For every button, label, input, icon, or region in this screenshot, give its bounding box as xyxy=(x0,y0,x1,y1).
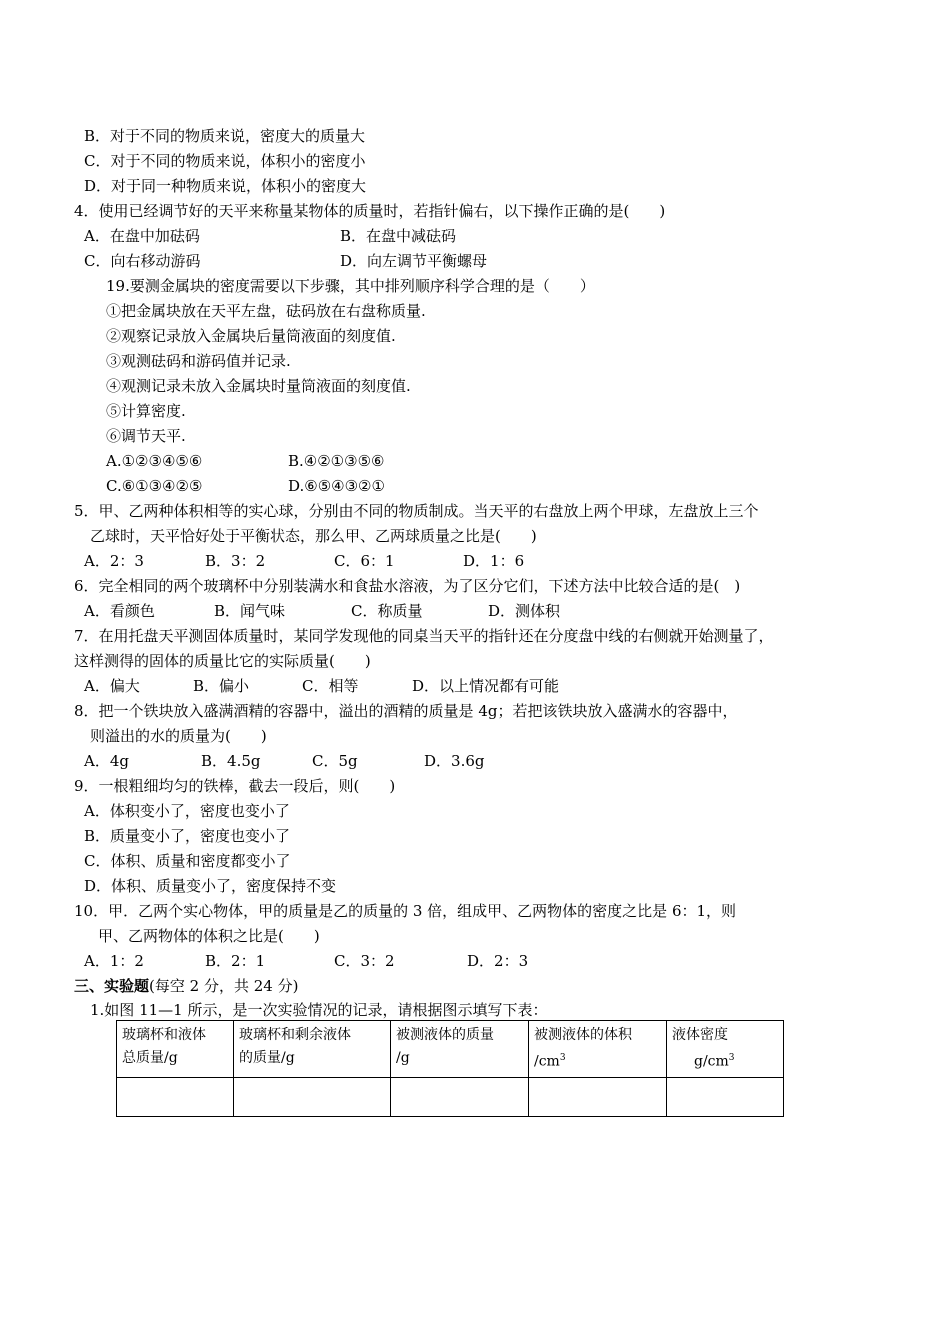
q5-stem-line-1: 5．甲、乙两种体积相等的实心球，分别由不同的物质制成。当天平的右盘放上两个甲球，左盘放上三个 xyxy=(74,502,759,520)
q9-option-b: B．质量变小了，密度也变小了 xyxy=(84,827,291,845)
header-cell-total-mass xyxy=(117,1021,234,1078)
q8-option-d: D．3.6g xyxy=(424,752,485,770)
q5-option-c: C．6：1 xyxy=(334,552,395,570)
header-cell-liquid-volume xyxy=(529,1021,667,1078)
header-line: 总质量/g xyxy=(122,1050,178,1066)
q6-stem: 6．完全相同的两个玻璃杯中分别装满水和食盐水溶液，为了区分它们，下述方法中比较合适的是( ) xyxy=(74,577,741,595)
answer-cell[interactable] xyxy=(117,1077,234,1116)
q19-option-d: D.⑥⑤④③②① xyxy=(288,477,385,495)
q6-option-a: A．看颜色 xyxy=(84,602,155,620)
q8-option-a: A．4g xyxy=(84,752,129,770)
q10-stem-line-2: 甲、乙两物体的体积之比是( ) xyxy=(98,927,320,945)
q19-step-6: ⑥调节天平. xyxy=(106,427,186,445)
answer-cell[interactable] xyxy=(234,1077,391,1116)
q10-option-a: A．1：2 xyxy=(84,952,144,970)
q4-option-b: B．在盘中减砝码 xyxy=(340,227,457,245)
unit-text: /cm xyxy=(534,1053,560,1070)
q10-option-b: B．2：1 xyxy=(205,952,266,970)
table-header-row xyxy=(117,1021,784,1078)
q19-option-a: A.①②③④⑤⑥ xyxy=(106,452,203,470)
q7-option-c: C．相等 xyxy=(302,677,359,695)
prev-option-b: B．对于不同的物质来说，密度大的质量大 xyxy=(84,127,366,145)
q19-step-2: ②观察记录放入金属块后量筒液面的刻度值. xyxy=(106,327,396,345)
header-line: 液体密度 xyxy=(672,1027,728,1043)
q4-option-d: D．向左调节平衡螺母 xyxy=(340,252,488,270)
q19-step-4: ④观测记录未放入金属块时量筒液面的刻度值. xyxy=(106,377,411,395)
q19-option-b: B.④②①③⑤⑥ xyxy=(288,452,385,470)
q4-option-c: C．向右移动游码 xyxy=(84,252,201,270)
q9-option-d: D．体积、质量变小了，密度保持不变 xyxy=(84,877,337,895)
q19-step-5: ⑤计算密度. xyxy=(106,402,186,420)
q10-option-d: D．2：3 xyxy=(467,952,529,970)
header-unit xyxy=(672,1047,778,1074)
q4-stem: 4．使用已经调节好的天平来称量某物体的质量时，若指针偏右，以下操作正确的是( ) xyxy=(74,202,666,220)
answer-cell[interactable] xyxy=(391,1077,529,1116)
header-cell-remaining-mass xyxy=(234,1021,391,1078)
q6-option-d: D．测体积 xyxy=(488,602,561,620)
q8-option-c: C．5g xyxy=(312,752,358,770)
header-line: /g xyxy=(396,1050,410,1066)
q8-stem-line-1: 8．把一个铁块放入盛满酒精的容器中，溢出的酒精的质量是 4g；若把该铁块放入盛满水的容器中， xyxy=(74,702,738,720)
table-answer-row xyxy=(117,1077,784,1116)
q5-option-d: D．1：6 xyxy=(463,552,525,570)
q9-option-a: A．体积变小了，密度也变小了 xyxy=(84,802,290,820)
q9-stem: 9．一根粗细均匀的铁棒，截去一段后，则( ) xyxy=(74,777,396,795)
header-line: 的质量/g xyxy=(239,1050,295,1066)
q7-option-b: B．偏小 xyxy=(193,677,250,695)
header-cell-density xyxy=(667,1021,784,1078)
answer-cell[interactable] xyxy=(667,1077,784,1116)
q4-option-a: A．在盘中加砝码 xyxy=(84,227,200,245)
q7-option-d: D．以上情况都有可能 xyxy=(412,677,560,695)
header-line: 玻璃杯和剩余液体 xyxy=(239,1027,351,1043)
experiment-table xyxy=(116,1020,784,1117)
section-3-heading xyxy=(74,976,298,996)
exp1-stem: 1.如图 11—1 所示，是一次实验情况的记录，请根据图示填写下表： xyxy=(90,1001,548,1019)
q7-stem-line-1: 7．在用托盘天平测固体质量时，某同学发现他的同桌当天平的指针还在分度盘中线的右侧就开始测量了， xyxy=(74,627,774,645)
q7-option-a: A．偏大 xyxy=(84,677,140,695)
section-3-title: 三、实验题 xyxy=(74,977,150,995)
q6-option-c: C．称质量 xyxy=(351,602,423,620)
q8-option-b: B．4.5g xyxy=(201,752,261,770)
header-unit xyxy=(534,1047,661,1074)
section-3-note: (每空 2 分，共 24 分) xyxy=(149,977,299,995)
header-line: 玻璃杯和液体 xyxy=(122,1027,206,1043)
q5-option-a: A．2：3 xyxy=(84,552,144,570)
q5-stem-line-2: 乙球时，天平恰好处于平衡状态，那么甲、乙两球质量之比是( ) xyxy=(90,527,537,545)
q19-option-c: C.⑥①③④②⑤ xyxy=(106,477,203,495)
q19-stem: 19.要测金属块的密度需要以下步骤，其中排列顺序科学合理的是（ ） xyxy=(106,277,595,295)
q8-stem-line-2: 则溢出的水的质量为( ) xyxy=(90,727,267,745)
q10-option-c: C．3：2 xyxy=(334,952,395,970)
header-line: 被测液体的体积 xyxy=(534,1027,632,1043)
prev-option-c: C．对于不同的物质来说，体积小的密度小 xyxy=(84,152,366,170)
q9-option-c: C．体积、质量和密度都变小了 xyxy=(84,852,291,870)
q10-stem-line-1: 10．甲．乙两个实心物体，甲的质量是乙的质量的 3 倍，组成甲、乙两物体的密度之比是 6：1，则 xyxy=(74,902,737,920)
header-cell-liquid-mass xyxy=(391,1021,529,1078)
q19-step-3: ③观测砝码和游码值并记录. xyxy=(106,352,291,370)
answer-cell[interactable] xyxy=(529,1077,667,1116)
q19-step-1: ①把金属块放在天平左盘，砝码放在右盘称质量. xyxy=(106,302,426,320)
unit-superscript: 3 xyxy=(559,1053,566,1063)
q6-option-b: B．闻气味 xyxy=(214,602,286,620)
q5-option-b: B．3：2 xyxy=(205,552,266,570)
q7-stem-line-2: 这样测得的固体的质量比它的实际质量( ) xyxy=(74,652,371,670)
prev-option-d: D．对于同一种物质来说，体积小的密度大 xyxy=(84,177,367,195)
unit-text: g/cm xyxy=(694,1053,729,1070)
unit-superscript: 3 xyxy=(728,1053,735,1063)
header-line: 被测液体的质量 xyxy=(396,1027,494,1043)
